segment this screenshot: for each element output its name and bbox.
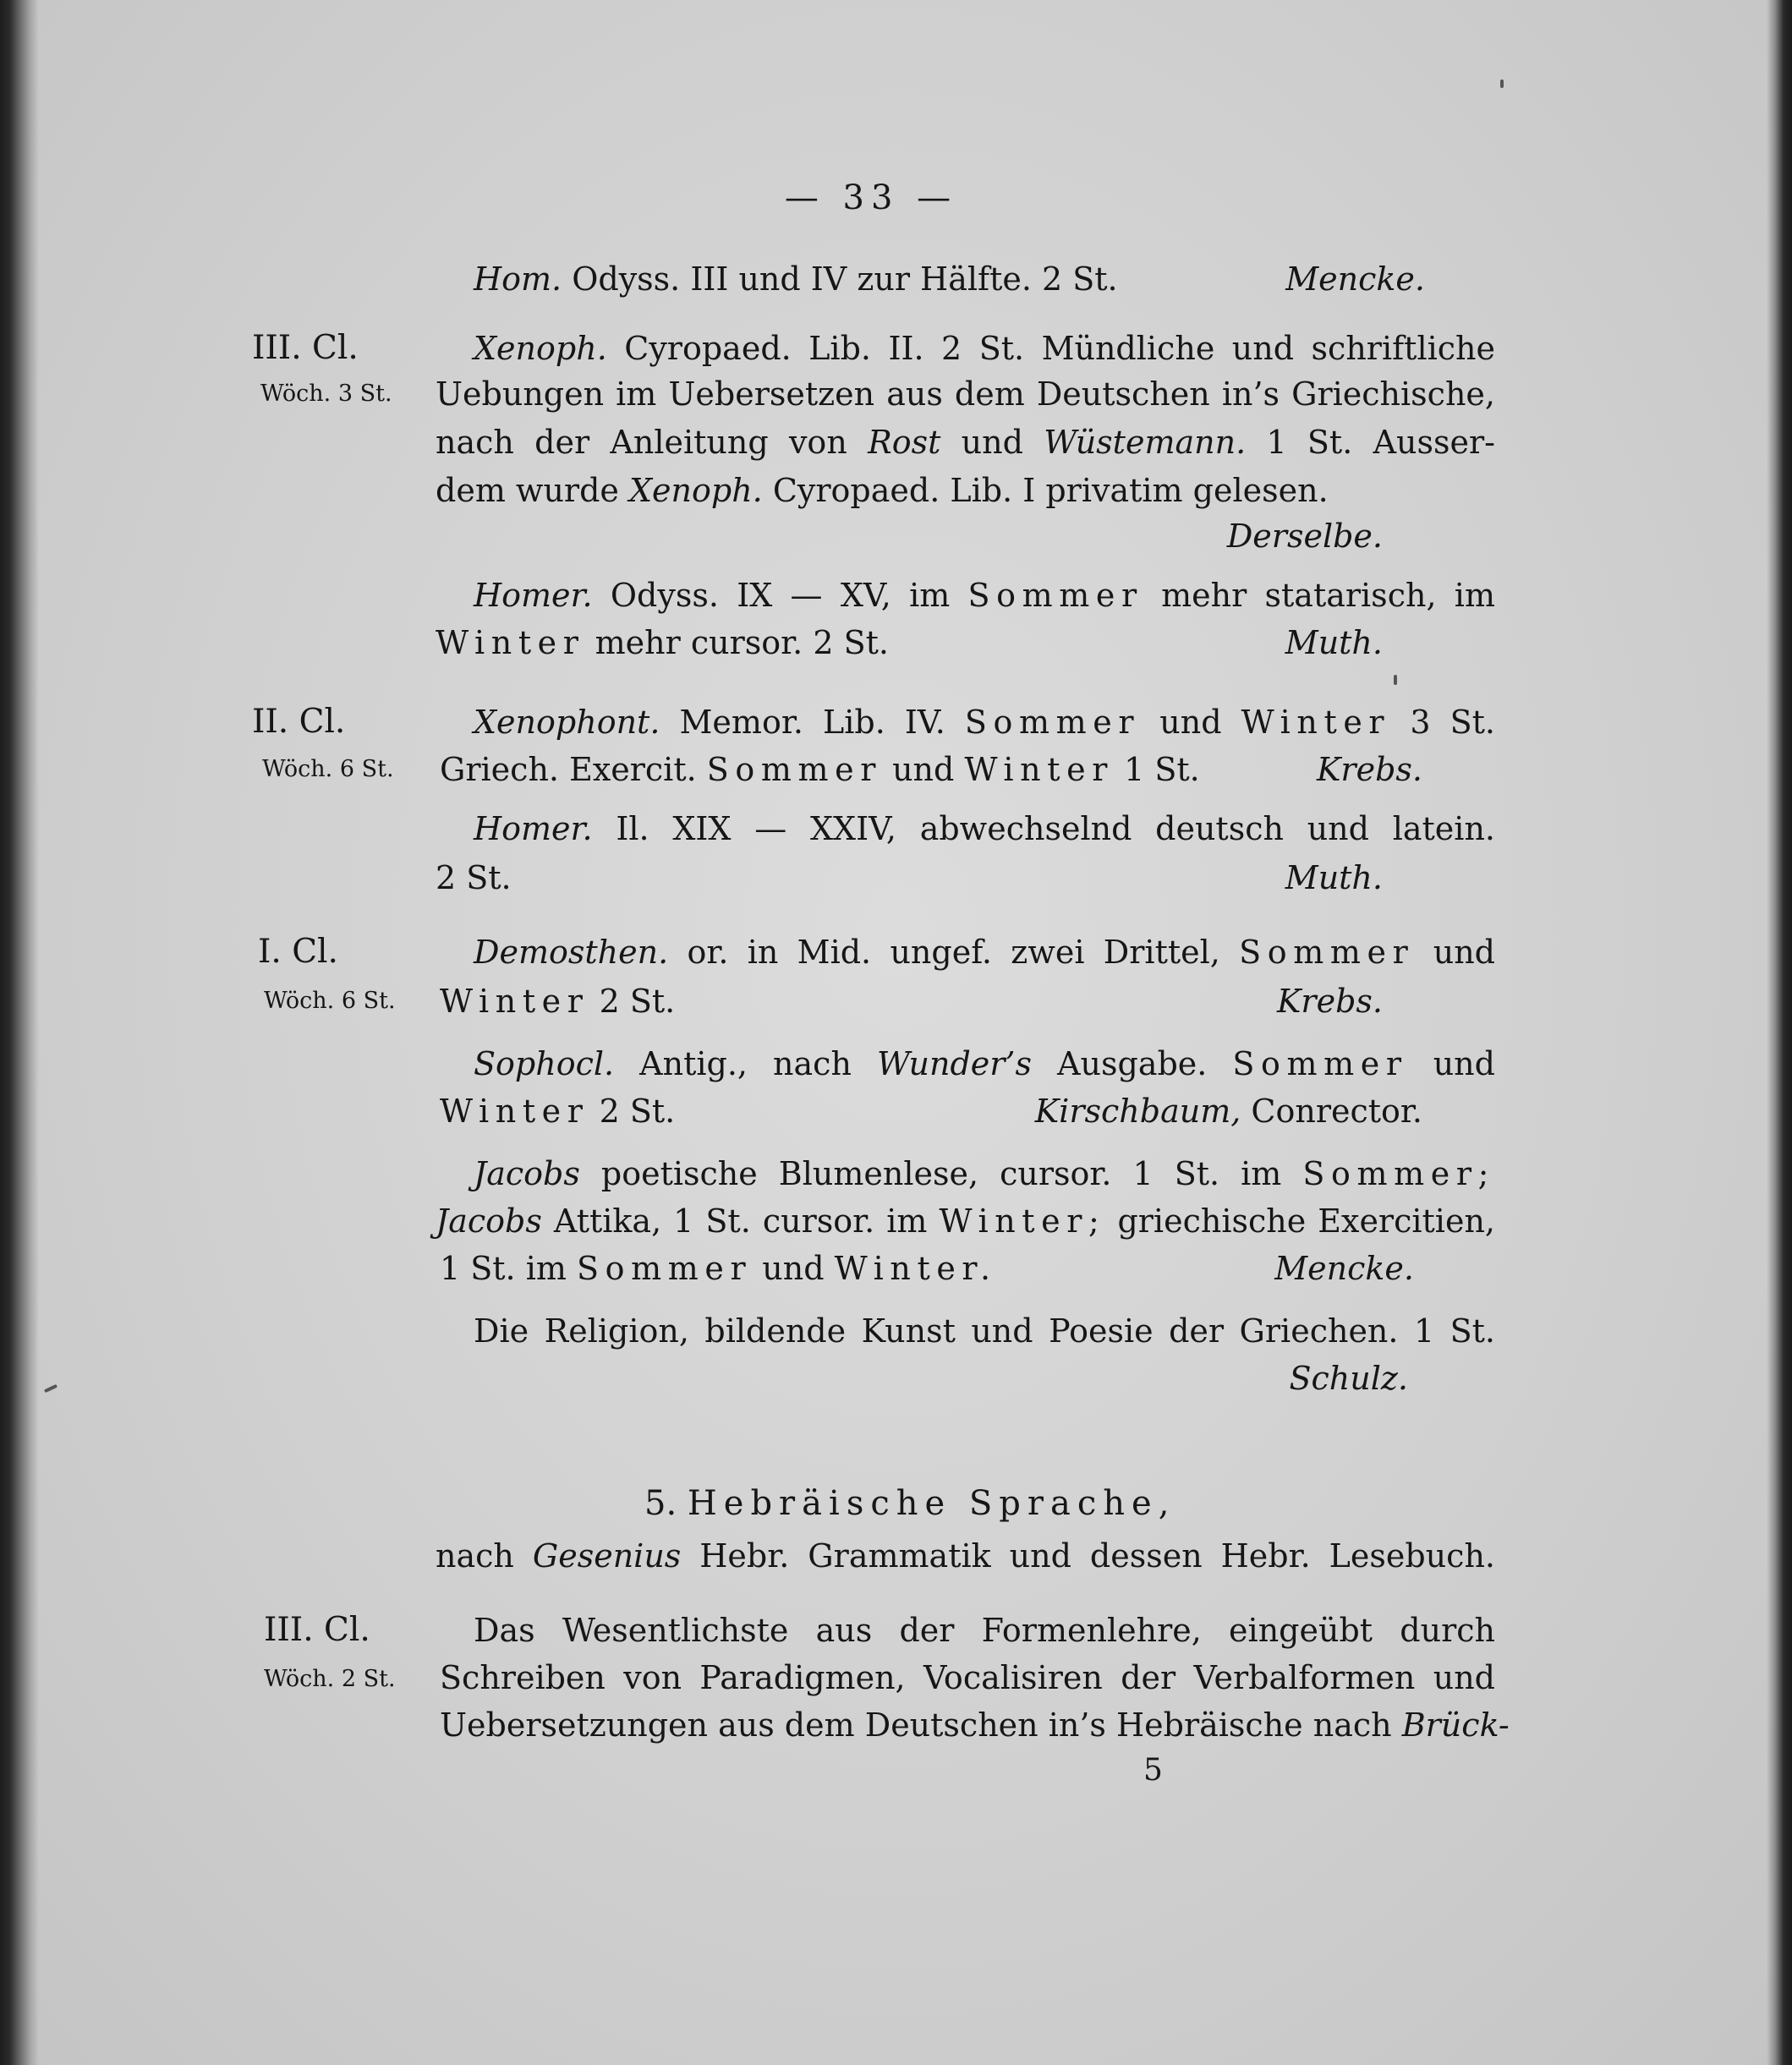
text-line: Jacobs poetische Blumenlese, cursor. 1 St. im Sommer; bbox=[474, 1155, 1495, 1192]
text-line: Die Religion, bildende Kunst und Poesie der Griechen. 1 St. bbox=[474, 1312, 1495, 1350]
text-line: Winter 2 St. bbox=[440, 1093, 676, 1130]
text-line: Winter 2 St. bbox=[440, 983, 676, 1020]
signature-mark: 5 bbox=[1143, 1753, 1163, 1788]
text-line: nach der Anleitung von Rost und Wüstemann. 1 St. Ausser- bbox=[436, 424, 1495, 461]
paper-speck bbox=[1500, 79, 1504, 88]
text-line: 1 St. im Sommer und Winter. bbox=[440, 1250, 997, 1287]
scan-shadow-left bbox=[0, 0, 39, 2065]
weekly-hours: Wöch. 6 St. bbox=[262, 756, 394, 782]
text-line: Demosthen. or. in Mid. ungef. zwei Drittel, Sommer und bbox=[474, 934, 1495, 971]
teacher-name: Krebs. bbox=[1277, 983, 1383, 1020]
text-line: Xenoph. Cyropaed. Lib. II. 2 St. Mündliche und schriftliche bbox=[474, 330, 1495, 367]
weekly-hours: Wöch. 6 St. bbox=[264, 988, 396, 1014]
weekly-hours: Wöch. 2 St. bbox=[264, 1666, 396, 1692]
section-subheading: nach Gesenius Hebr. Grammatik und dessen Hebr. Lesebuch. bbox=[436, 1537, 1495, 1575]
scan-shadow-right bbox=[1767, 0, 1792, 2065]
text-line: 2 St. bbox=[436, 859, 512, 896]
teacher-name: Schulz. bbox=[1289, 1360, 1408, 1397]
section-heading: 5. Hebräische Sprache, bbox=[644, 1484, 1176, 1523]
paper-speck bbox=[1394, 675, 1397, 685]
text-line: dem wurde Xenoph. Cyropaed. Lib. I privatim gelesen. bbox=[436, 472, 1329, 509]
class-label: III. Cl. bbox=[252, 329, 359, 367]
teacher-name: Mencke. bbox=[1274, 1250, 1414, 1287]
text-line: Homer. Odyss. IX — XV, im Sommer mehr statarisch, im bbox=[474, 577, 1495, 614]
teacher-name: Krebs. bbox=[1317, 751, 1422, 788]
class-label: II. Cl. bbox=[252, 703, 346, 741]
teacher-name: Mencke. bbox=[1285, 260, 1425, 298]
text-line: Xenophont. Memor. Lib. IV. Sommer und Winter 3 St. bbox=[474, 704, 1495, 741]
author-name: Hom. bbox=[474, 260, 562, 298]
text-line: Uebersetzungen aus dem Deutschen in’s Hebräische nach Brück- bbox=[440, 1706, 1510, 1744]
teacher-name: Derselbe. bbox=[1226, 518, 1383, 555]
teacher-name: Muth. bbox=[1285, 859, 1383, 896]
class-label: III. Cl. bbox=[264, 1611, 370, 1649]
teacher-name: Kirschbaum, Conrector. bbox=[1034, 1093, 1422, 1130]
text-line: Schreiben von Paradigmen, Vocalisiren der Verbalformen und bbox=[440, 1659, 1495, 1696]
teacher-name: Muth. bbox=[1285, 624, 1383, 661]
text-line: Sophocl. Antig., nach Wunder’s Ausgabe. Sommer und bbox=[474, 1045, 1495, 1082]
text-line: Jacobs Attika, 1 St. cursor. im Winter; griechische Exercitien, bbox=[436, 1202, 1495, 1240]
text-line: Hom. Odyss. III und IV zur Hälfte. 2 St. bbox=[474, 260, 1118, 298]
text-line: Uebungen im Uebersetzen aus dem Deutschen in’s Griechische, bbox=[436, 375, 1495, 413]
text-line: Homer. Il. XIX — XXIV, abwechselnd deutsch und latein. bbox=[474, 810, 1495, 847]
text-line: Winter mehr cursor. 2 St. bbox=[436, 624, 889, 661]
class-label: I. Cl. bbox=[258, 933, 338, 971]
text-line: Griech. Exercit. Sommer und Winter 1 St. bbox=[440, 751, 1200, 788]
page-number: — 33 — bbox=[784, 178, 958, 217]
text-line: Das Wesentlichste aus der Formenlehre, eingeübt durch bbox=[474, 1612, 1495, 1649]
weekly-hours: Wöch. 3 St. bbox=[260, 381, 392, 407]
paper-speck bbox=[44, 1384, 58, 1393]
